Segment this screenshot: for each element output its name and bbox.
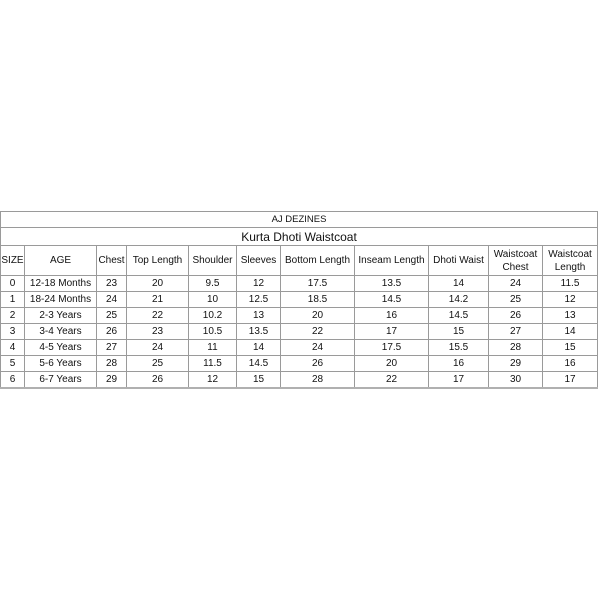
table-cell: 12.5	[237, 292, 281, 308]
table-cell: 24	[489, 276, 543, 292]
header-waistcoat-chest: Waistcoat Chest	[489, 246, 543, 276]
table-cell: 27	[97, 340, 127, 356]
table-cell: 17	[429, 372, 489, 389]
table-cell: 12-18 Months	[25, 276, 97, 292]
header-row	[1, 246, 598, 276]
table-cell: 10	[189, 292, 237, 308]
header-inseam-length: Inseam Length	[355, 246, 429, 276]
table-cell: 10.5	[189, 324, 237, 340]
size-chart-table	[0, 211, 598, 389]
table-cell: 13	[543, 308, 598, 324]
table-cell: 14	[543, 324, 598, 340]
table-cell: 25	[489, 292, 543, 308]
table-cell: 26	[97, 324, 127, 340]
header-waistcoat-length: Waistcoat Length	[543, 246, 598, 276]
table-cell: 17.5	[281, 276, 355, 292]
table-cell: 26	[127, 372, 189, 389]
table-cell: 12	[543, 292, 598, 308]
table-cell: 14.2	[429, 292, 489, 308]
header-age: AGE	[25, 246, 97, 276]
table-cell: 3	[1, 324, 25, 340]
table-cell: 30	[489, 372, 543, 389]
table-cell: 13.5	[237, 324, 281, 340]
table-cell: 5-6 Years	[25, 356, 97, 372]
table-cell: 21	[127, 292, 189, 308]
table-cell: 15	[543, 340, 598, 356]
table-cell: 28	[489, 340, 543, 356]
table-cell: 2	[1, 308, 25, 324]
table-cell: 18-24 Months	[25, 292, 97, 308]
table-cell: 18.5	[281, 292, 355, 308]
table-row	[1, 324, 598, 340]
table-cell: 11	[189, 340, 237, 356]
table-cell: 10.2	[189, 308, 237, 324]
header-sleeves: Sleeves	[237, 246, 281, 276]
table-cell: 20	[281, 308, 355, 324]
table-cell: 6-7 Years	[25, 372, 97, 389]
table-cell: 12	[189, 372, 237, 389]
table-cell: 27	[489, 324, 543, 340]
chart-title: Kurta Dhoti Waistcoat	[1, 228, 598, 246]
table-cell: 14	[237, 340, 281, 356]
table-cell: 15	[429, 324, 489, 340]
table-cell: 15.5	[429, 340, 489, 356]
table-cell: 0	[1, 276, 25, 292]
table-cell: 9.5	[189, 276, 237, 292]
title-row	[1, 228, 598, 246]
table-cell: 28	[97, 356, 127, 372]
table-cell: 1	[1, 292, 25, 308]
table-cell: 23	[97, 276, 127, 292]
header-chest: Chest	[97, 246, 127, 276]
table-cell: 5	[1, 356, 25, 372]
table-cell: 20	[127, 276, 189, 292]
table-cell: 14.5	[237, 356, 281, 372]
size-chart-sheet	[0, 211, 600, 389]
table-cell: 11.5	[543, 276, 598, 292]
table-cell: 4	[1, 340, 25, 356]
table-row	[1, 372, 598, 389]
table-cell: 26	[281, 356, 355, 372]
table-cell: 6	[1, 372, 25, 389]
table-cell: 28	[281, 372, 355, 389]
table-cell: 14.5	[429, 308, 489, 324]
brand-name: AJ DEZINES	[1, 212, 598, 228]
brand-row	[1, 212, 598, 228]
table-cell: 24	[127, 340, 189, 356]
table-cell: 20	[355, 356, 429, 372]
table-cell: 11.5	[189, 356, 237, 372]
table-body	[1, 276, 598, 389]
table-cell: 12	[237, 276, 281, 292]
header-top-length: Top Length	[127, 246, 189, 276]
header-size: SIZE	[1, 246, 25, 276]
header-bottom-length: Bottom Length	[281, 246, 355, 276]
table-cell: 3-4 Years	[25, 324, 97, 340]
table-cell: 22	[281, 324, 355, 340]
table-cell: 24	[281, 340, 355, 356]
table-row	[1, 340, 598, 356]
table-cell: 15	[237, 372, 281, 389]
table-cell: 24	[97, 292, 127, 308]
table-cell: 29	[97, 372, 127, 389]
header-dhoti-waist: Dhoti Waist	[429, 246, 489, 276]
table-cell: 2-3 Years	[25, 308, 97, 324]
table-cell: 13	[237, 308, 281, 324]
table-row	[1, 292, 598, 308]
table-row	[1, 308, 598, 324]
table-cell: 16	[543, 356, 598, 372]
table-cell: 17.5	[355, 340, 429, 356]
table-cell: 25	[127, 356, 189, 372]
table-cell: 16	[355, 308, 429, 324]
table-row	[1, 276, 598, 292]
table-cell: 14	[429, 276, 489, 292]
table-cell: 22	[355, 372, 429, 389]
table-cell: 22	[127, 308, 189, 324]
table-cell: 13.5	[355, 276, 429, 292]
table-cell: 14.5	[355, 292, 429, 308]
table-cell: 17	[355, 324, 429, 340]
table-cell: 4-5 Years	[25, 340, 97, 356]
header-shoulder: Shoulder	[189, 246, 237, 276]
table-cell: 29	[489, 356, 543, 372]
table-cell: 26	[489, 308, 543, 324]
table-row	[1, 356, 598, 372]
table-cell: 16	[429, 356, 489, 372]
table-cell: 23	[127, 324, 189, 340]
table-cell: 25	[97, 308, 127, 324]
table-cell: 17	[543, 372, 598, 389]
